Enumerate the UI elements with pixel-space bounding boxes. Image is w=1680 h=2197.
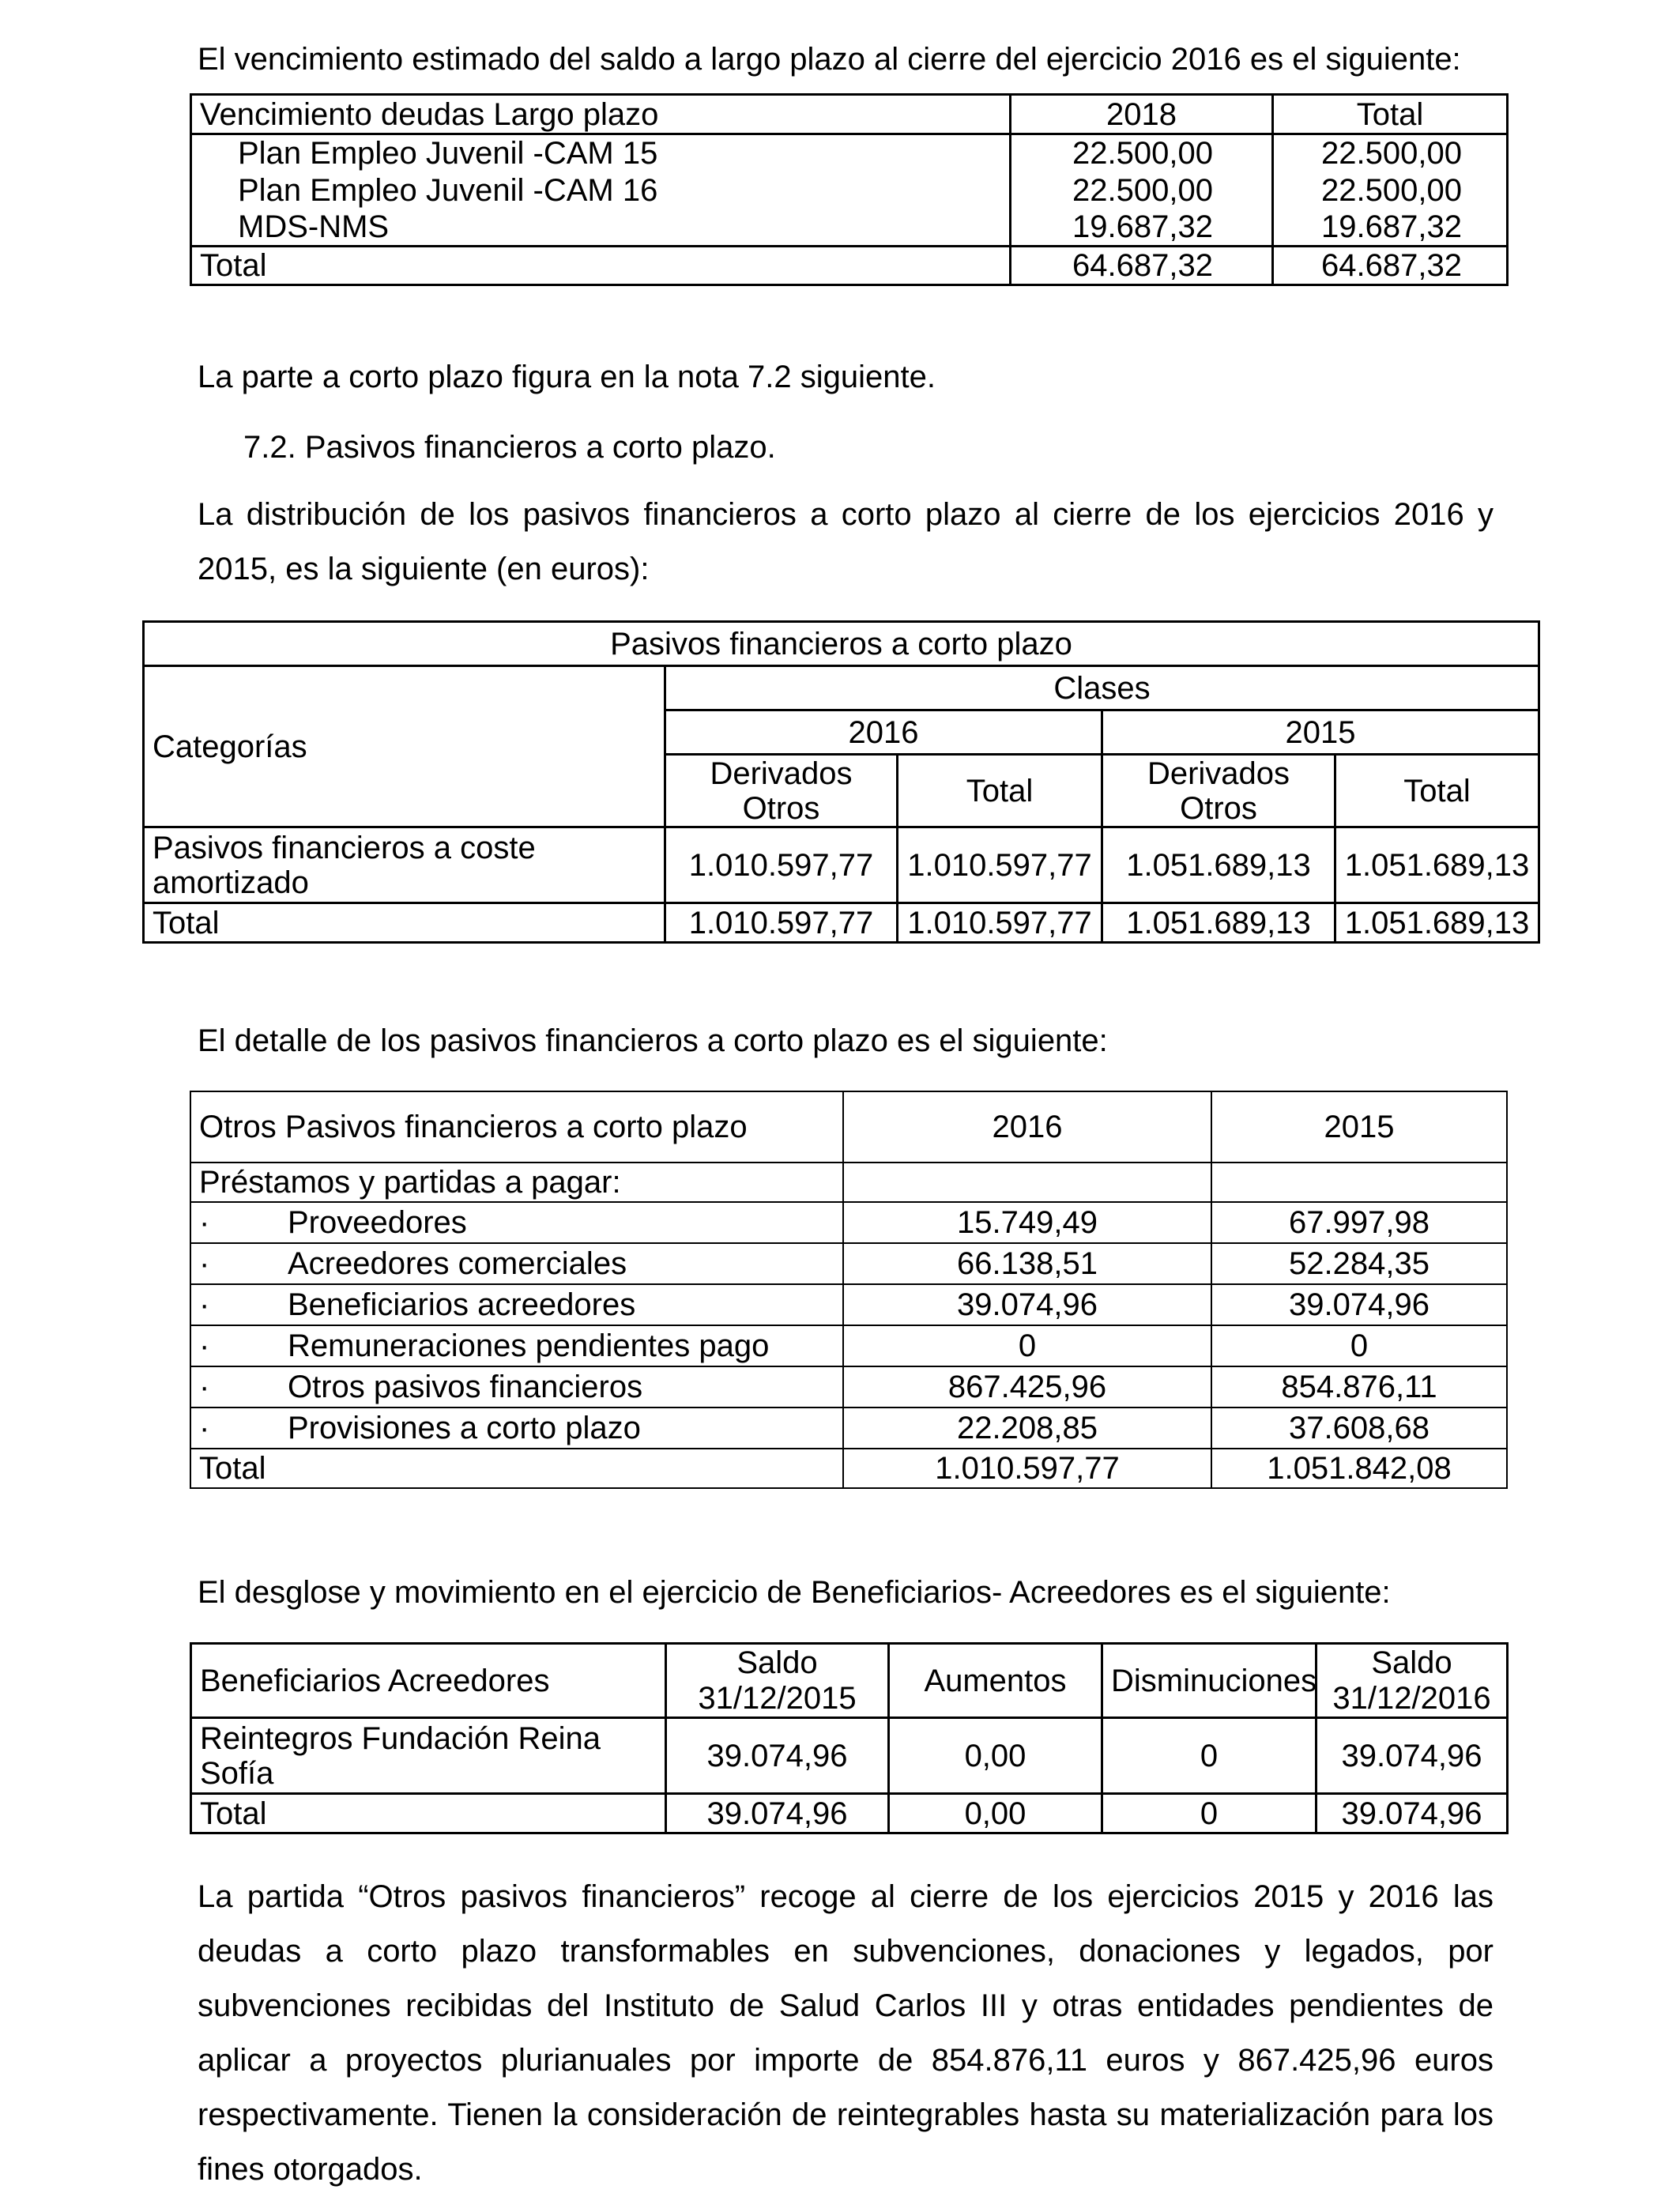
otros-label: Otros — [1180, 790, 1257, 826]
row-label: Plan Empleo Juvenil -CAM 15 — [191, 134, 1011, 172]
row-label-text: Proveedores — [288, 1205, 467, 1240]
cell-value: 854.876,11 — [1211, 1366, 1507, 1408]
cell-value: 22.500,00 — [1011, 172, 1273, 209]
row-label-text: Provisiones a corto plazo — [288, 1411, 641, 1445]
table-title: Pasivos financieros a corto plazo — [144, 622, 1539, 666]
cell-value: 22.208,85 — [843, 1408, 1211, 1449]
cell-value: 64.687,32 — [1011, 246, 1273, 285]
derivados-label: Derivados — [1147, 756, 1290, 791]
bullet: · — [199, 1287, 210, 1322]
cell-value: 1.051.689,13 — [1335, 903, 1539, 943]
cell-value: 22.500,00 — [1273, 172, 1508, 209]
cell-value: 1.010.597,77 — [898, 903, 1102, 943]
row-label: Plan Empleo Juvenil -CAM 16 — [191, 172, 1011, 209]
year-header-2015: 2015 — [1102, 710, 1539, 755]
cell-value: 1.051.689,13 — [1102, 827, 1335, 903]
beneficiaries-table — [190, 1642, 1509, 1834]
section-number: 7.2. — [243, 430, 296, 465]
row-label — [190, 1284, 843, 1325]
total-label: Total — [191, 1794, 666, 1833]
derivados-label: Derivados — [710, 756, 853, 791]
column-header: Total — [1273, 95, 1508, 134]
table-total-row — [191, 1794, 1508, 1833]
column-header: 2018 — [1011, 95, 1273, 134]
cell-value: 39.074,96 — [666, 1794, 889, 1833]
column-header: Beneficiarios Acreedores — [191, 1644, 666, 1718]
cell-value: 39.074,96 — [1211, 1284, 1507, 1325]
cell-value: 39.074,96 — [1317, 1794, 1508, 1833]
empty-cell — [843, 1163, 1211, 1202]
cell-value: 1.010.597,77 — [665, 903, 898, 943]
column-header: 2016 — [843, 1091, 1211, 1163]
table-row — [190, 1325, 1507, 1366]
cell-value: 1.051.689,13 — [1335, 827, 1539, 903]
detail-text: El detalle de los pasivos financieros a corto plazo es el siguiente: — [198, 1023, 1108, 1058]
cell-value: 64.687,32 — [1273, 246, 1508, 285]
cell-value: 66.138,51 — [843, 1243, 1211, 1284]
categories-header: Categorías — [144, 666, 665, 827]
table-header-row — [191, 95, 1508, 134]
cell-value: 1.010.597,77 — [898, 827, 1102, 903]
section-title: Pasivos financieros a corto plazo. — [304, 430, 776, 465]
row-label — [190, 1408, 843, 1449]
bullet: · — [199, 1370, 210, 1404]
distribution-text: La distribución de los pasivos financieros a corto plazo al cierre de los ejercicios 2016 y 2015, es la siguiente (en euros): — [198, 497, 1494, 586]
cell-value: 52.284,35 — [1211, 1243, 1507, 1284]
column-header — [666, 1644, 889, 1718]
cell-value: 15.749,49 — [843, 1202, 1211, 1243]
empty-cell — [1211, 1163, 1507, 1202]
total-label: Total — [191, 246, 1011, 285]
total-label: Total — [190, 1449, 843, 1488]
total-header: Total — [898, 755, 1102, 827]
otros-label: Otros — [742, 790, 820, 826]
cell-value: 39.074,96 — [843, 1284, 1211, 1325]
cell-value: 0 — [1102, 1718, 1317, 1794]
cell-value: 1.010.597,77 — [843, 1449, 1211, 1488]
row-label-text: Remuneraciones pendientes pago — [288, 1328, 770, 1363]
cell-value: 39.074,96 — [1317, 1718, 1508, 1794]
date-label: 31/12/2016 — [1332, 1680, 1491, 1716]
table-row — [191, 209, 1508, 247]
row-label: Reintegros Fundación Reina Sofía — [191, 1718, 666, 1794]
derivados-otros-header — [1102, 755, 1335, 827]
bullet: · — [199, 1328, 210, 1363]
table-total-row — [191, 246, 1508, 285]
row-label — [190, 1243, 843, 1284]
intro-text: El vencimiento estimado del saldo a largo plazo al cierre del ejercicio 2016 es el siguiente: — [198, 42, 1461, 77]
cell-value: 19.687,32 — [1273, 209, 1508, 247]
bullet: · — [199, 1205, 210, 1240]
date-label: 31/12/2015 — [698, 1680, 857, 1716]
cell-value: 19.687,32 — [1011, 209, 1273, 247]
cell-value: 0 — [1102, 1794, 1317, 1833]
long-term-maturity-table — [190, 93, 1509, 286]
cell-value: 0 — [1211, 1325, 1507, 1366]
table-row — [191, 134, 1508, 172]
row-label — [190, 1325, 843, 1366]
row-label: Pasivos financieros a coste amortizado — [144, 827, 665, 903]
table-row — [191, 172, 1508, 209]
closing-text: La partida “Otros pasivos financieros” recoge al cierre de los ejercicios 2015 y 2016 las deudas a corto plazo transformables en subvenciones, donaciones y legados, por subvenciones recibidas del Instituto de Salud Carlos III y otras entidades pendientes de aplicar a proyectos plurianuales por importe de 854.876,11 euros y 867.425,96 euros respectivamente. Tienen la consideración de reintegrables hasta su materialización para los fines otorgados. — [198, 1879, 1494, 2187]
cell-value: 1.010.597,77 — [665, 827, 898, 903]
cell-value: 67.997,98 — [1211, 1202, 1507, 1243]
column-header: Disminuciones — [1102, 1644, 1317, 1718]
table-total-row — [144, 903, 1539, 943]
table-row — [190, 1366, 1507, 1408]
table-total-row — [190, 1449, 1507, 1488]
saldo-label: Saldo — [736, 1645, 818, 1680]
cell-value: 0 — [843, 1325, 1211, 1366]
column-header: 2015 — [1211, 1091, 1507, 1163]
cell-value: 37.608,68 — [1211, 1408, 1507, 1449]
group-label: Préstamos y partidas a pagar: — [190, 1163, 843, 1202]
row-label — [190, 1202, 843, 1243]
row-label — [190, 1366, 843, 1408]
table-row — [190, 1284, 1507, 1325]
classes-header: Clases — [665, 666, 1539, 710]
cell-value: 0,00 — [889, 1794, 1102, 1833]
table-row — [190, 1408, 1507, 1449]
cell-value: 0,00 — [889, 1718, 1102, 1794]
table-row — [190, 1202, 1507, 1243]
cell-value: 867.425,96 — [843, 1366, 1211, 1408]
column-header: Vencimiento deudas Largo plazo — [191, 95, 1011, 134]
cell-value: 1.051.842,08 — [1211, 1449, 1507, 1488]
bullet: · — [199, 1246, 210, 1281]
section-heading — [243, 429, 776, 465]
row-label-text: Acreedores comerciales — [288, 1246, 627, 1281]
short-term-note: La parte a corto plazo figura en la nota 7.2 siguiente. — [198, 360, 936, 394]
total-label: Total — [144, 903, 665, 943]
table-row — [144, 827, 1539, 903]
cell-value: 22.500,00 — [1011, 134, 1273, 172]
column-header — [1317, 1644, 1508, 1718]
row-label: MDS-NMS — [191, 209, 1011, 247]
row-label-text: Beneficiarios acreedores — [288, 1287, 636, 1322]
cell-value: 39.074,96 — [666, 1718, 889, 1794]
short-term-liabilities-table — [142, 620, 1540, 944]
short-term-detail-table — [190, 1091, 1508, 1489]
bullet: · — [199, 1411, 210, 1445]
cell-value: 1.051.689,13 — [1102, 903, 1335, 943]
table-row — [191, 1718, 1508, 1794]
saldo-label: Saldo — [1371, 1645, 1452, 1680]
derivados-otros-header — [665, 755, 898, 827]
cell-value: 22.500,00 — [1273, 134, 1508, 172]
table-row — [190, 1243, 1507, 1284]
total-header: Total — [1335, 755, 1539, 827]
row-label-text: Otros pasivos financieros — [288, 1370, 643, 1404]
year-header-2016: 2016 — [665, 710, 1102, 755]
column-header: Aumentos — [889, 1644, 1102, 1718]
breakdown-text: El desglose y movimiento en el ejercicio de Beneficiarios- Acreedores es el siguiente: — [198, 1575, 1391, 1610]
column-header: Otros Pasivos financieros a corto plazo — [190, 1091, 843, 1163]
